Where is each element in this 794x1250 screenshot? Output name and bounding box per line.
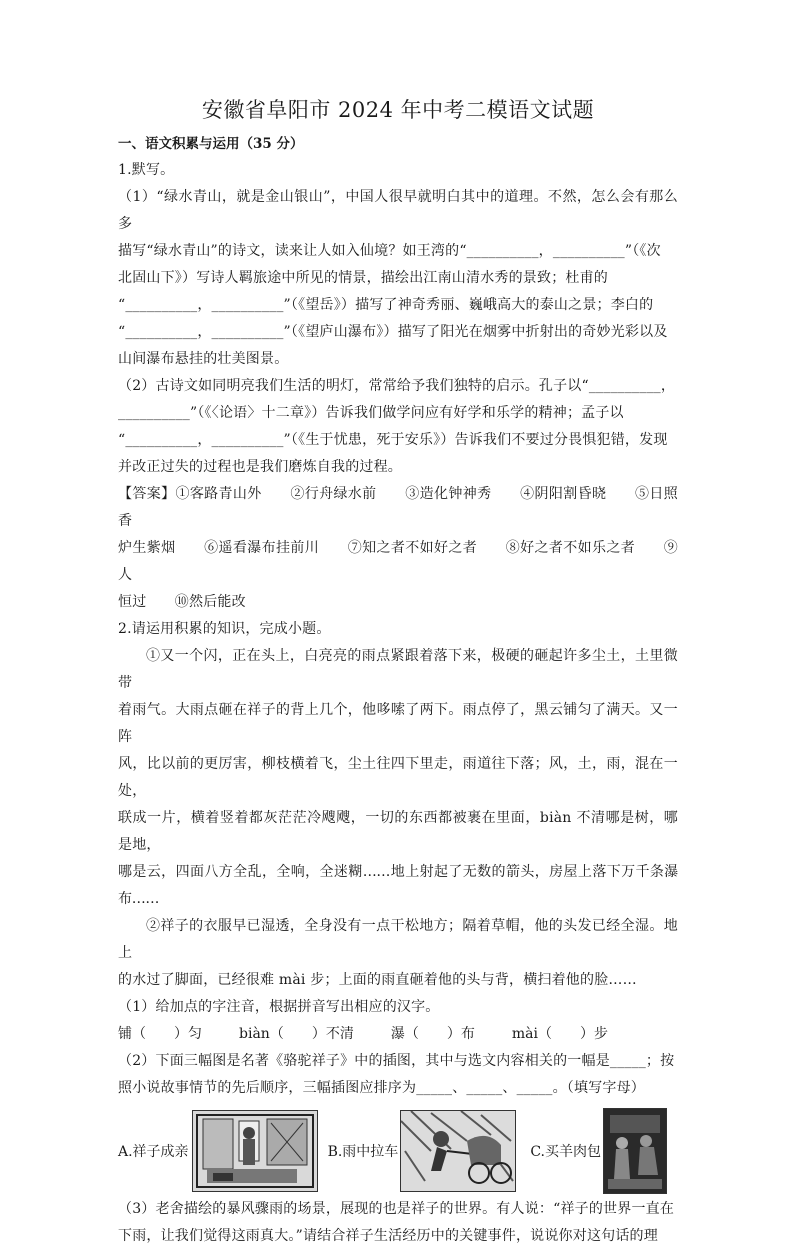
text-line: 照小说故事情节的先后顺序，三幅插图应排序为_____、_____、_____。（填写字母） <box>118 1080 645 1096</box>
image-label-a: A.祥子成亲 <box>118 1144 189 1160</box>
question-1-part-1 <box>118 184 678 373</box>
image-label-b: B.雨中拉车 <box>327 1144 399 1160</box>
text-line: （2）下面三幅图是名著《骆驼祥子》中的插图，其中与选文内容相关的一幅是_____；按 <box>118 1053 675 1069</box>
question-1-part-2 <box>118 373 678 481</box>
text-line: 描写“绿水青山”的诗文，读来让人如入仙境？如王湾的“__________，__________”（《次 <box>118 243 661 259</box>
text-line: “__________，__________”（《望庐山瀑布》）描写了阳光在烟雾中折射出的奇妙光彩以及 <box>118 324 668 340</box>
text-line: （1）“绿水青山，就是金山银山”，中国人很早就明白其中的道理。不然，怎么会有那么多 <box>118 189 678 232</box>
exam-title: 安徽省阜阳市 2024 年中考二模语文试题 <box>201 98 595 122</box>
image-label-c: C.买羊肉包 <box>530 1144 601 1160</box>
wedding-illustration-icon <box>192 1110 318 1192</box>
answer-line: 恒过 ⑩然后能改 <box>118 594 246 610</box>
question-2-part-2 <box>118 1048 678 1102</box>
passage-line: ①又一个闪，正在头上，白亮亮的雨点紧跟着落下来，极硬的砸起许多尘土，土里微带 <box>118 648 678 691</box>
passage-line: 联成一片，横着竖着都灰茫茫冷飕飕，一切的东西都被裹在里面，biàn 不清哪是树，哪是地， <box>118 810 678 853</box>
text-line: __________”（《〈论语〉十二章》）告诉我们做学问应有好学和乐学的精神；孟子以 <box>118 405 624 421</box>
rickshaw-in-rain-illustration-icon <box>400 1110 516 1192</box>
text-line: “__________，__________”（《生于忧患，死于安乐》）告诉我们不要过分畏惧犯错，发现 <box>118 432 668 448</box>
passage-paragraph-2 <box>118 913 678 994</box>
text-line: 北固山下》）写诗人羁旅途中所见的情景，描绘出江南山清水秀的景致；杜甫的 <box>118 270 608 286</box>
fill-item[interactable]: mài（ ）步 <box>511 1026 608 1042</box>
pinyin-fill-row <box>118 1021 678 1048</box>
exam-page <box>118 95 678 1250</box>
text-line: “__________，__________”（《望岳》）描写了神奇秀丽、巍峨高大的泰山之景；李白的 <box>118 297 654 313</box>
text-line: 下雨，让我们觉得这雨真大。”请结合祥子生活经历中的关键事件，说说你对这句话的理 <box>118 1228 658 1244</box>
fill-item[interactable]: biàn（ ）不清 <box>239 1026 354 1042</box>
answer-block <box>118 481 678 616</box>
answer-line: 炉生紫烟 ⑥遥看瀑布挂前川 ⑦知之者不如好之者 ⑧好之者不如乐之者 ⑨人 <box>118 540 678 583</box>
passage-line: 着雨气。大雨点砸在祥子的背上几个，他哆嗦了两下。雨点停了，黑云铺匀了满天。又一阵 <box>118 702 678 745</box>
illustration-row <box>118 1108 678 1194</box>
passage-line: 的水过了脚面，已经很难 mài 步；上面的雨直砸着他的头与背，横扫着他的脸…… <box>118 972 637 988</box>
question-2-part-1: （1）给加点的字注音，根据拼音写出相应的汉字。 <box>118 999 440 1015</box>
question-2-label: 2.请运用积累的知识，完成小题。 <box>118 621 331 637</box>
text-line: （2）古诗文如同明亮我们生活的明灯，常常给予我们独特的启示。孔子以“__________， <box>118 378 676 394</box>
text-line: 并改正过失的过程也是我们磨炼自我的过程。 <box>118 459 402 475</box>
fill-item[interactable]: 铺（ ）匀 <box>118 1026 202 1042</box>
question-2-part-3 <box>118 1196 678 1250</box>
buying-buns-illustration-icon <box>603 1108 667 1194</box>
passage-paragraph-1 <box>118 643 678 913</box>
passage-line: 哪是云，四面八方全乱，全响，全迷糊……地上射起了无数的箭头，房屋上落下万千条瀑布…… <box>118 864 678 907</box>
fill-item[interactable]: 瀑（ ）布 <box>390 1026 475 1042</box>
text-line: 山间瀑布悬挂的壮美图景。 <box>118 351 289 367</box>
text-line: （3）老舍描绘的暴风骤雨的场景，展现的也是祥子的世界。有人说：“祥子的世界一直在 <box>118 1201 675 1217</box>
answer-line: 【答案】①客路青山外 ②行舟绿水前 ③造化钟神秀 ④阴阳割昏晓 ⑤日照香 <box>118 486 678 529</box>
section-heading: 一、语文积累与运用（35 分） <box>118 136 304 152</box>
passage-line: ②祥子的衣服早已湿透，全身没有一点干松地方；隔着草帽，他的头发已经全湿。地上 <box>118 918 678 961</box>
passage-line: 风，比以前的更厉害，柳枝横着飞，尘土往四下里走，雨道往下落；风，土，雨，混在一处， <box>118 756 678 799</box>
question-1-label: 1.默写。 <box>118 162 175 178</box>
